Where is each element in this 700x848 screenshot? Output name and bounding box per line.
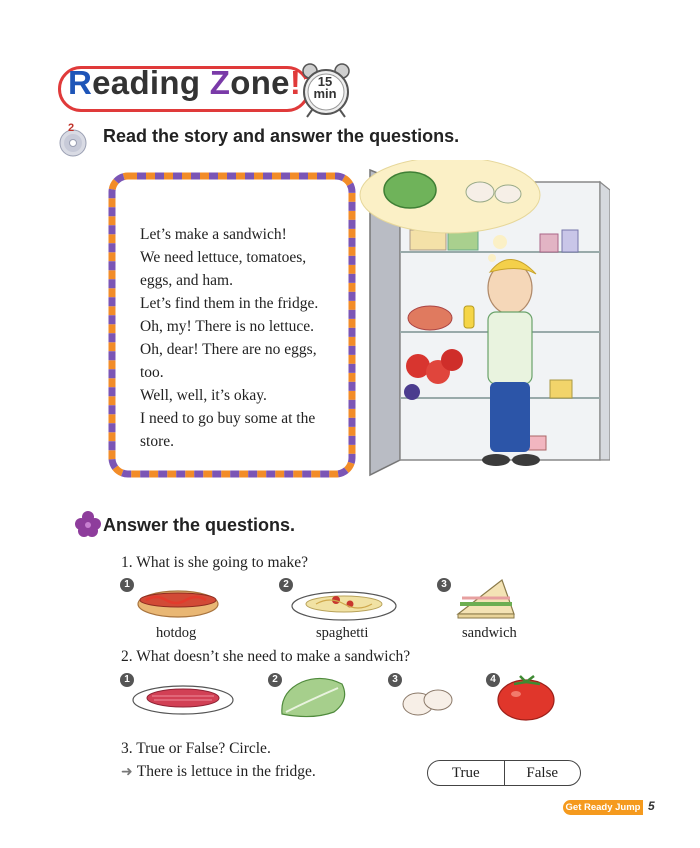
option-label-hotdog: hotdog [156,625,197,641]
timer-label: 15 min [313,74,337,101]
story-line: store. [140,433,175,450]
book-title-badge: Get Ready Jump 3 [563,800,643,815]
eggs-icon[interactable] [398,684,458,718]
option-label-sandwich: sandwich [462,625,517,641]
story-line: Oh, dear! There are no eggs, [140,341,317,358]
story-line: Oh, my! There is no lettuce. [140,318,315,335]
question-2: 2. What doesn’t she need to make a sandwich? [121,648,411,665]
option-number: 3 [388,673,402,687]
question-3: 3. True or False? Circle. [121,740,271,757]
instruction-text: Read the story and answer the questions. [103,126,460,146]
spaghetti-icon[interactable] [290,586,398,622]
page-number: 5 [648,799,655,813]
option-label-spaghetti: spaghetti [316,625,369,641]
lettuce-icon[interactable] [276,672,352,720]
page-title: Reading Zone! [68,64,302,101]
story-line: Well, well, it’s okay. [140,387,267,404]
false-option[interactable]: False [504,761,581,785]
story-line: We need lettuce, tomatoes, [140,249,307,266]
story-line: Let’s find them in the fridge. [140,295,319,312]
story-line: Let’s make a sandwich! [140,226,287,243]
tomato-icon[interactable] [496,672,558,722]
option-number: 2 [268,673,282,687]
sandwich-icon[interactable] [452,574,522,622]
option-number: 2 [279,578,293,592]
flower-icon [74,510,102,538]
story-line: I need to go buy some at the [140,410,316,427]
question-1: 1. What is she going to make? [121,554,308,571]
true-false-choice [427,760,581,786]
option-number: 1 [120,578,134,592]
answer-heading: Answer the questions. [103,515,296,535]
ham-icon[interactable] [130,680,236,716]
option-number: 1 [120,673,134,687]
true-false-statement: ➜ There is lettuce in the fridge. [121,763,316,780]
option-number: 3 [437,578,451,592]
hotdog-icon[interactable] [134,584,222,620]
true-option[interactable]: True [451,765,480,781]
story-line: eggs, and ham. [140,272,233,289]
track-number: 2 [68,122,75,134]
arrow-right-icon: ➜ [121,764,133,780]
option-number: 4 [486,673,500,687]
story-line: too. [140,364,164,381]
